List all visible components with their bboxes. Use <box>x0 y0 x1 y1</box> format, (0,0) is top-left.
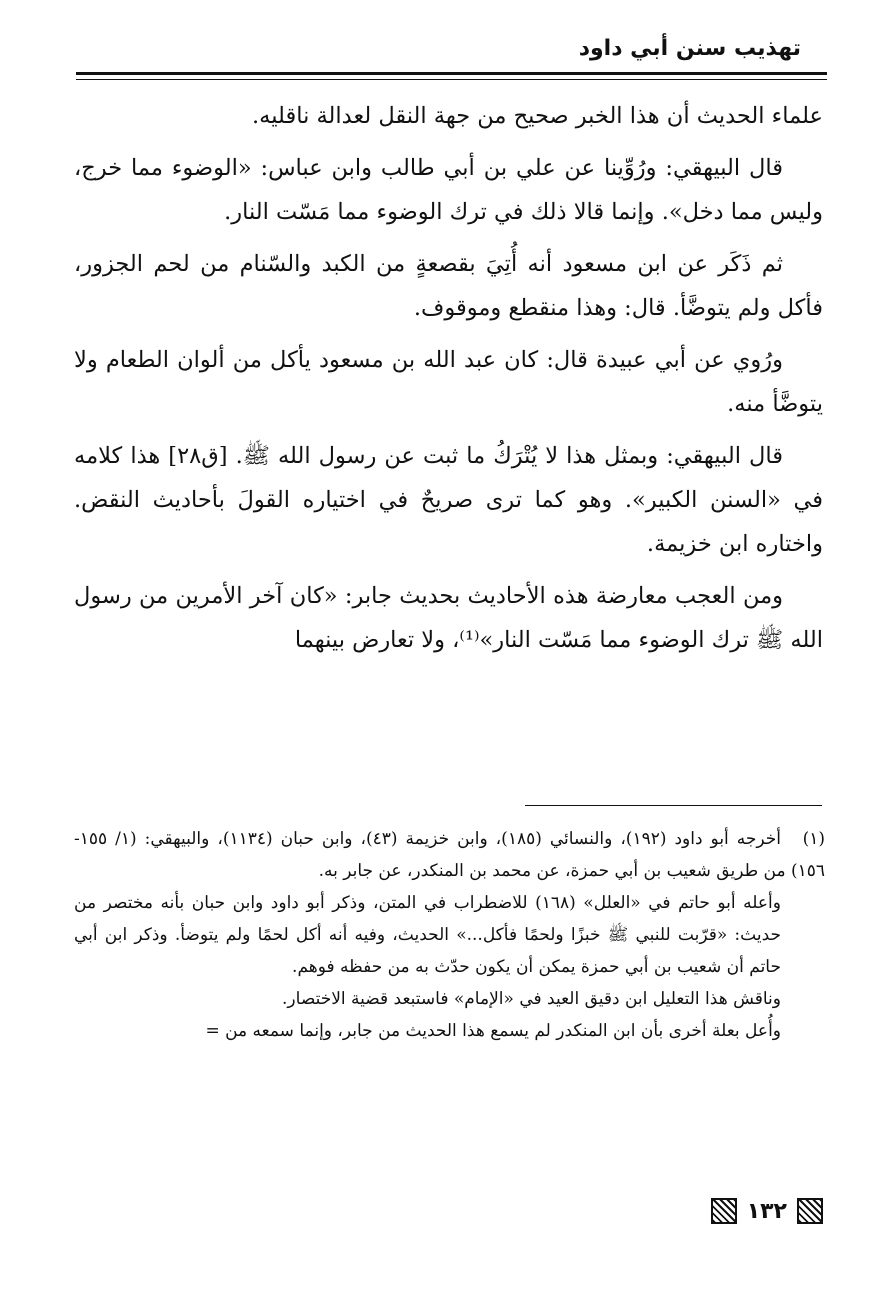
header-rule <box>76 72 827 75</box>
footnote-text: وأعله أبو حاتم في «العلل» (١٦٨) للاضطراب في المتن، وذكر أبو داود وابن حبان بأنه مختصر من حديث: «قرّبت للنبي ﷺ خبزًا ولحمًا فأكل...» الحديث، وفيه أنه أكل لحمًا ولم يتوضأ. وذكر ابن أبي حاتم أن شعيب بن أبي حمزة يمكن أن يكون حدّث به من حفظه فوهم. <box>74 893 781 977</box>
footnote-number: (١) <box>802 829 826 849</box>
paragraph: ومن العجب معارضة هذه الأحاديث بحديث جابر: «كان آخر الأمرين من رسول الله ﷺ ترك الوضوء مما مَسّت النار»⁽¹⁾، ولا تعارض بينهما <box>74 583 823 653</box>
page-number: ١٣٢ <box>746 1198 787 1224</box>
page-footer <box>711 1198 823 1224</box>
ornament-icon <box>797 1198 823 1224</box>
footnote-text: أخرجه أبو داود (١٩٢)، والنسائي (١٨٥)، وابن خزيمة (٤٣)، وابن حبان (١١٣٤)، والبيهقي: (١/ ١٥٥- ١٥٦) من طريق شعيب بن أبي حمزة، عن محمد بن المنكدر، عن جابر به. <box>74 829 825 881</box>
paragraph: قال البيهقي: ورُوِّينا عن علي بن أبي طالب وابن عباس: «الوضوء مما خرج، وليس مما دخل». وإنما قالا ذلك في ترك الوضوء مما مَسّت النار. <box>74 155 823 225</box>
paragraph: قال البيهقي: وبمثل هذا لا يُتْرَكُ ما ثبت عن رسول الله ﷺ. [ق٢٨] هذا كلامه في «السنن الكبير». وهو كما ترى صريحٌ في اختياره القولَ بأحاديث النقض. واختاره ابن خزيمة. <box>74 443 823 557</box>
main-text <box>74 94 823 670</box>
header-rule-thin <box>76 79 827 80</box>
footnote-item <box>74 823 825 887</box>
paragraph: ورُوي عن أبي عبيدة قال: كان عبد الله بن مسعود يأكل من ألوان الطعام ولا يتوضَّأ منه. <box>74 347 823 417</box>
running-header-title: تهذيب سنن أبي داود <box>578 36 801 61</box>
footnotes <box>74 823 825 1047</box>
footnote-text: وناقش هذا التعليل ابن دقيق العيد في «الإمام» فاستبعد قضية الاختصار. <box>282 989 781 1009</box>
paragraph: علماء الحديث أن هذا الخبر صحيح من جهة النقل لعدالة ناقليه. <box>252 103 823 129</box>
footnote-text: وأُعل بعلة أخرى بأن ابن المنكدر لم يسمع هذا الحديث من جابر، وإنما سمعه من = <box>205 1021 781 1041</box>
paragraph: ثم ذَكَر عن ابن مسعود أنه أُتِيَ بقصعةٍ من الكبد والسّنام من لحم الجزور، فأكل ولم يتوضَّأ. قال: وهذا منقطع وموقوف. <box>74 251 823 321</box>
footnote-separator <box>525 805 822 806</box>
ornament-icon <box>711 1198 737 1224</box>
